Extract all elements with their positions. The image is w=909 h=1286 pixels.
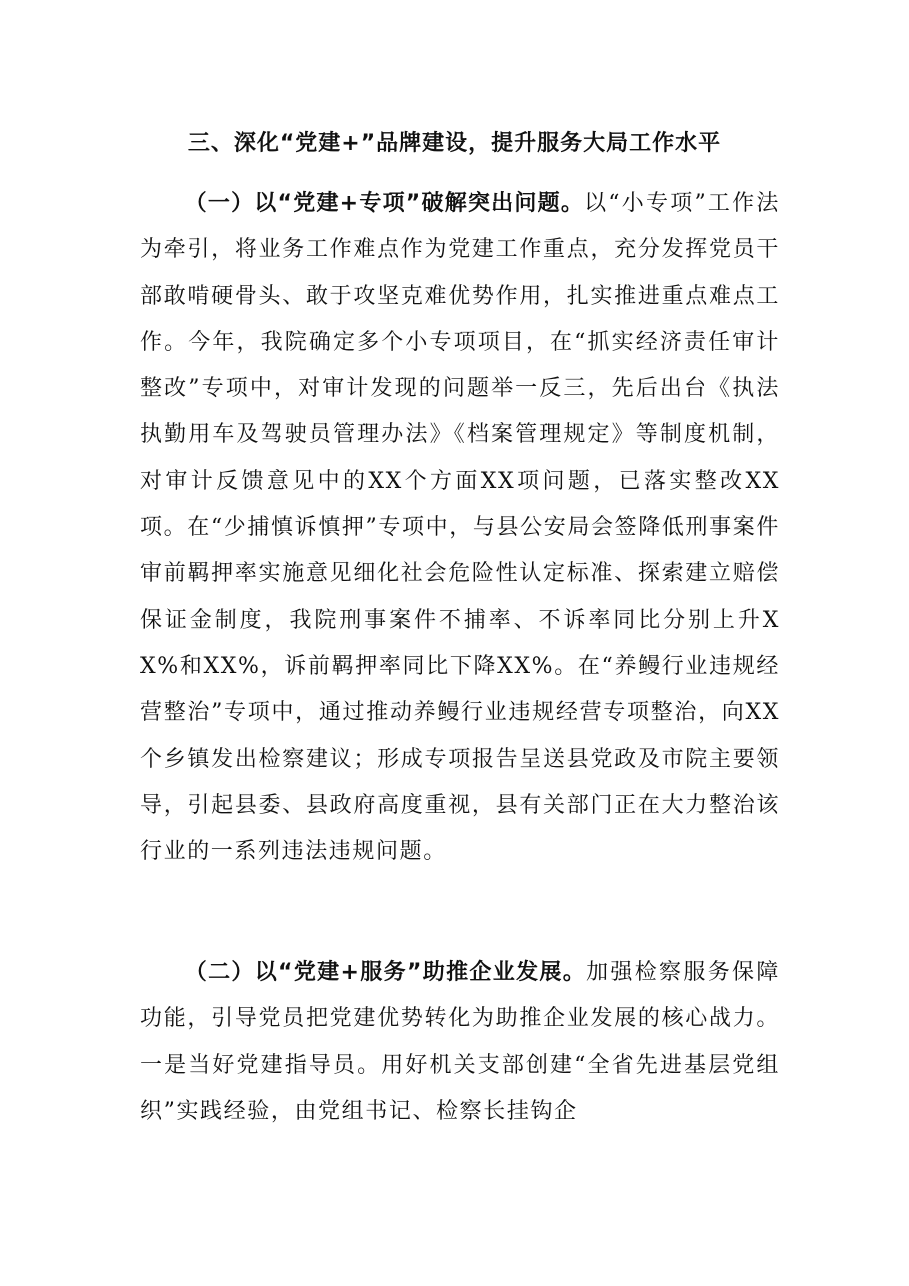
section-heading: 三、深化“党建+”品牌建设，提升服务大局工作水平 — [187, 131, 722, 156]
paragraph-body: 加强检察服务保障功能，引导党员把党建优势转化为助推企业发展的核心战力。一是当好党建指导员。用好机关支部创建“全省先进基层党组织”实践经验，由党组书记、检察长挂钩企 — [140, 960, 780, 1124]
paragraph-lead: （一）以“党建+专项”破解突出问题。 — [184, 191, 585, 216]
paragraph-body: 以“小专项”工作法为牵引，将业务工作难点作为党建工作重点，充分发挥党员干部敢啃硬骨头、敢于攻坚克难优势作用，扎实推进重点难点工作。今年，我院确定多个小专项项目，在“抓实经济责任审计整改”专项中，对审计发现的问题举一反三，先后出台《执法执勤用车及驾驶员管理办法》《档案管理规定》等制度机制，对审计反馈意见中的XX个方面XX项问题，已落实整改XX项。在“少捕慎诉慎押”专项中，与县公安局会签降低刑事案件审前羁押率实施意见细化社会危险性认定标准、探索建立赔偿保证金制度，我院刑事案件不捕率、不诉率同比分别上升XX%和XX%，诉前羁押率同比下降XX%。在“养鳗行业违规经营整治”专项中，通过推动养鳗行业违规经营专项整治，向XX个乡镇发出检察建议；形成专项报告呈送县党政及市院主要领导，引起县委、县政府高度重视，县有关部门正在大力整治该行业的一系列违法违规问题。 — [140, 191, 780, 865]
paragraph-lead: （二）以“党建+服务”助推企业发展。 — [184, 960, 587, 985]
paragraph-special-projects — [140, 181, 780, 875]
paragraph-enterprise-service — [140, 950, 780, 1135]
